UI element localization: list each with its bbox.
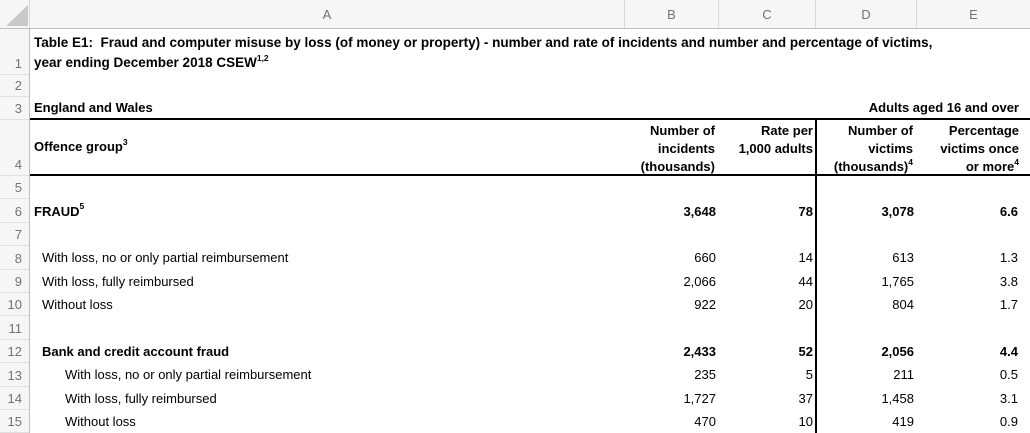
header-number-of-victims[interactable]: Number of victims (thousands)$^4$ <box>833 123 913 174</box>
column-header-e[interactable]: E <box>969 6 978 22</box>
row-header-10[interactable]: 10 <box>0 293 29 316</box>
row-8 <box>30 246 1030 269</box>
cell-c13[interactable]: 5 <box>805 367 813 383</box>
cell-d6[interactable]: 3,078 <box>881 203 914 219</box>
row-5[interactable] <box>30 176 1030 199</box>
row-header-1[interactable]: 1 <box>0 29 29 75</box>
header-rate-per-1000[interactable]: Rate per 1,000 adults <box>738 123 813 156</box>
row-header-11[interactable]: 11 <box>0 316 29 339</box>
table-title-cell[interactable] <box>30 29 1030 75</box>
cell-c6[interactable]: 78 <box>798 203 813 219</box>
population-label[interactable]: Adults aged 16 and over <box>868 100 1019 115</box>
cell-c12[interactable]: 52 <box>798 343 813 359</box>
cell-b15[interactable]: 470 <box>694 414 716 430</box>
cell-a14[interactable]: With loss, fully reimbursed <box>65 390 217 406</box>
row-header-6[interactable]: 6 <box>0 199 29 222</box>
column-header-b[interactable]: B <box>625 0 719 28</box>
row-10 <box>30 293 1030 316</box>
cell-a9[interactable]: With loss, fully reimbursed <box>42 273 194 289</box>
table-title-line-2: year ending December 2018 CSEW$^{1,2}$ <box>34 52 269 70</box>
select-all-button[interactable] <box>0 0 30 28</box>
cell-d10[interactable]: 804 <box>892 297 914 313</box>
offence-footnote-marker: 3 <box>122 136 128 147</box>
cell-b12[interactable]: 2,433 <box>683 343 716 359</box>
column-header-d[interactable]: D <box>816 0 917 28</box>
header-number-of-incidents[interactable]: Number of incidents (thousands) <box>640 123 715 174</box>
cell-b14[interactable]: 1,727 <box>683 390 716 406</box>
cell-b10[interactable]: 922 <box>694 297 716 313</box>
cell-d9[interactable]: 1,765 <box>881 273 914 289</box>
row-14 <box>30 387 1030 410</box>
cell-d14[interactable]: 1,458 <box>881 390 914 406</box>
row-header-15[interactable]: 15 <box>0 410 29 433</box>
cell-a6[interactable]: FRAUD$^5$ <box>34 201 85 219</box>
row-3 <box>30 97 1030 120</box>
cell-a15[interactable]: Without loss <box>65 414 136 430</box>
cell-e15[interactable]: 0.9 <box>999 414 1018 430</box>
row-header-5[interactable]: 5 <box>0 176 29 199</box>
row-2[interactable] <box>30 75 1030 97</box>
cell-e10[interactable]: 1.7 <box>999 297 1018 313</box>
row-header-13[interactable]: 13 <box>0 363 29 386</box>
row-header-4[interactable]: 4 <box>0 120 29 176</box>
percentage-footnote-marker: 4 <box>1014 156 1019 167</box>
cell-c15[interactable]: 10 <box>798 414 813 430</box>
row-number-gutter <box>0 29 30 433</box>
cell-e8[interactable]: 1.3 <box>999 250 1018 266</box>
cell-e12[interactable]: 4.4 <box>999 343 1018 359</box>
cell-c9[interactable]: 44 <box>798 273 813 289</box>
sheet-body <box>0 29 1030 433</box>
row-7[interactable] <box>30 223 1030 246</box>
header-percentage-victims[interactable]: Percentage victims once or more$^4$ <box>940 123 1019 174</box>
cell-a12[interactable]: Bank and credit account fraud <box>42 343 230 359</box>
select-all-triangle-icon <box>0 0 30 29</box>
column-header-row <box>0 0 1030 29</box>
cell-d8[interactable]: 613 <box>892 250 914 266</box>
row-9 <box>30 270 1030 293</box>
cell-a8[interactable]: With loss, no or only partial reimbursement <box>42 250 289 266</box>
cell-b9[interactable]: 2,066 <box>683 273 716 289</box>
cell-b6[interactable]: 3,648 <box>683 203 716 219</box>
title-footnote-marker: 1,2 <box>256 52 269 63</box>
cell-c10[interactable]: 20 <box>798 297 813 313</box>
table-title-line-1: Table E1: Fraud and computer misuse by loss (of money or property) - number and rate of incidents and number and percentage of victims, <box>34 35 933 50</box>
column-header-a[interactable]: A <box>30 0 625 28</box>
cell-e9[interactable]: 3.8 <box>999 273 1018 289</box>
victims-footnote-marker: 4 <box>908 156 913 167</box>
row-6 <box>30 199 1030 222</box>
row-4 <box>30 120 1030 176</box>
column-header-c[interactable]: C <box>719 0 816 28</box>
row-12 <box>30 340 1030 363</box>
cell-d12[interactable]: 2,056 <box>881 343 914 359</box>
cell-a10[interactable]: Without loss <box>42 297 113 313</box>
row-header-14[interactable]: 14 <box>0 387 29 410</box>
cell-b13[interactable]: 235 <box>694 367 716 383</box>
row-header-9[interactable]: 9 <box>0 270 29 293</box>
cell-e13[interactable]: 0.5 <box>999 367 1018 383</box>
header-offence-group[interactable]: Offence group$^3$ <box>34 136 128 154</box>
cell-e14[interactable]: 3.1 <box>999 390 1018 406</box>
row-header-3[interactable]: 3 <box>0 97 29 120</box>
cell-b8[interactable]: 660 <box>694 250 716 266</box>
row-15 <box>30 410 1030 433</box>
row-header-12[interactable]: 12 <box>0 340 29 363</box>
region-label[interactable]: England and Wales <box>34 100 153 115</box>
cell-c14[interactable]: 37 <box>798 390 813 406</box>
fraud-footnote-marker: 5 <box>79 201 85 212</box>
cell-d13[interactable]: 211 <box>893 367 914 383</box>
cell-e6[interactable]: 6.6 <box>999 203 1018 219</box>
row-1 <box>30 29 1030 75</box>
table-border-vertical <box>815 120 817 433</box>
sheet-content <box>30 29 1030 433</box>
cell-a13[interactable]: With loss, no or only partial reimbursement <box>65 367 312 383</box>
row-11[interactable] <box>30 316 1030 339</box>
row-header-2[interactable]: 2 <box>0 75 29 97</box>
cell-d15[interactable]: 419 <box>892 414 914 430</box>
row-13 <box>30 363 1030 386</box>
cell-c8[interactable]: 14 <box>798 250 813 266</box>
row-header-7[interactable]: 7 <box>0 223 29 246</box>
row-header-8[interactable]: 8 <box>0 246 29 269</box>
